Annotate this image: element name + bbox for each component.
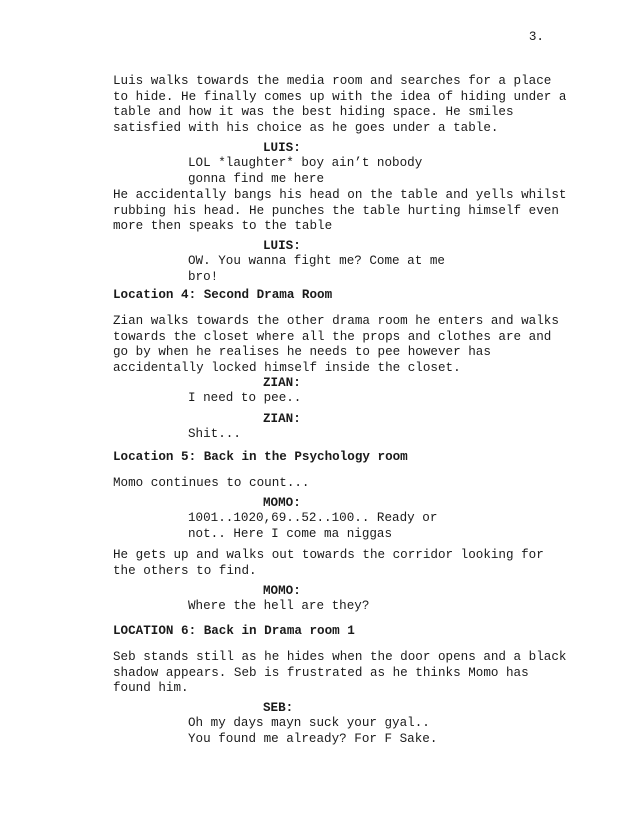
scene-heading-location-4: Location 4: Second Drama Room xyxy=(113,288,333,302)
action-luis-hides: Luis walks towards the media room and searches for a place to hide. He finally comes up with the idea of hiding under a table and how it was the best hiding space. He smiles satisfied with his choice as he goes under a table. xyxy=(113,74,567,135)
action-momo-counts: Momo continues to count... xyxy=(113,476,310,490)
character-momo-1: MOMO: xyxy=(263,496,301,510)
dialogue-luis-2: OW. You wanna fight me? Come at me bro! xyxy=(188,254,445,284)
action-luis-bangs-head: He accidentally bangs his head on the table and yells whilst rubbing his head. He punches the table hurting himself even more then speaks to the table xyxy=(113,188,567,234)
action-momo-corridor: He gets up and walks out towards the corridor looking for the others to find. xyxy=(113,548,544,578)
page-number: 3. xyxy=(528,30,544,44)
dialogue-seb-1: Oh my days mayn suck your gyal.. You found me already? For F Sake. xyxy=(188,716,438,746)
dialogue-momo-1: 1001..1020,69..52..100.. Ready or not.. Here I come ma niggas xyxy=(188,511,438,541)
scene-heading-location-5: Location 5: Back in the Psychology room xyxy=(113,450,408,464)
dialogue-luis-1: LOL *laughter* boy ain’t nobody gonna find me here xyxy=(188,156,423,186)
character-zian-2: ZIAN: xyxy=(263,412,301,426)
character-momo-2: MOMO: xyxy=(263,584,301,598)
character-luis-1: LUIS: xyxy=(263,141,301,155)
dialogue-zian-2: Shit... xyxy=(188,427,241,441)
character-luis-2: LUIS: xyxy=(263,239,301,253)
action-zian-closet: Zian walks towards the other drama room he enters and walks towards the closet where all the props and clothes are and go by when he realises he needs to pee however has accidentally locked himself inside the closet. xyxy=(113,314,559,375)
character-seb-1: SEB: xyxy=(263,701,294,715)
scene-heading-location-6: LOCATION 6: Back in Drama room 1 xyxy=(113,624,355,638)
action-seb-hides: Seb stands still as he hides when the door opens and a black shadow appears. Seb is frustrated as he thinks Momo has found him. xyxy=(113,650,567,696)
dialogue-momo-2: Where the hell are they? xyxy=(188,599,370,613)
dialogue-zian-1: I need to pee.. xyxy=(188,391,302,405)
character-zian-1: ZIAN: xyxy=(263,376,301,390)
